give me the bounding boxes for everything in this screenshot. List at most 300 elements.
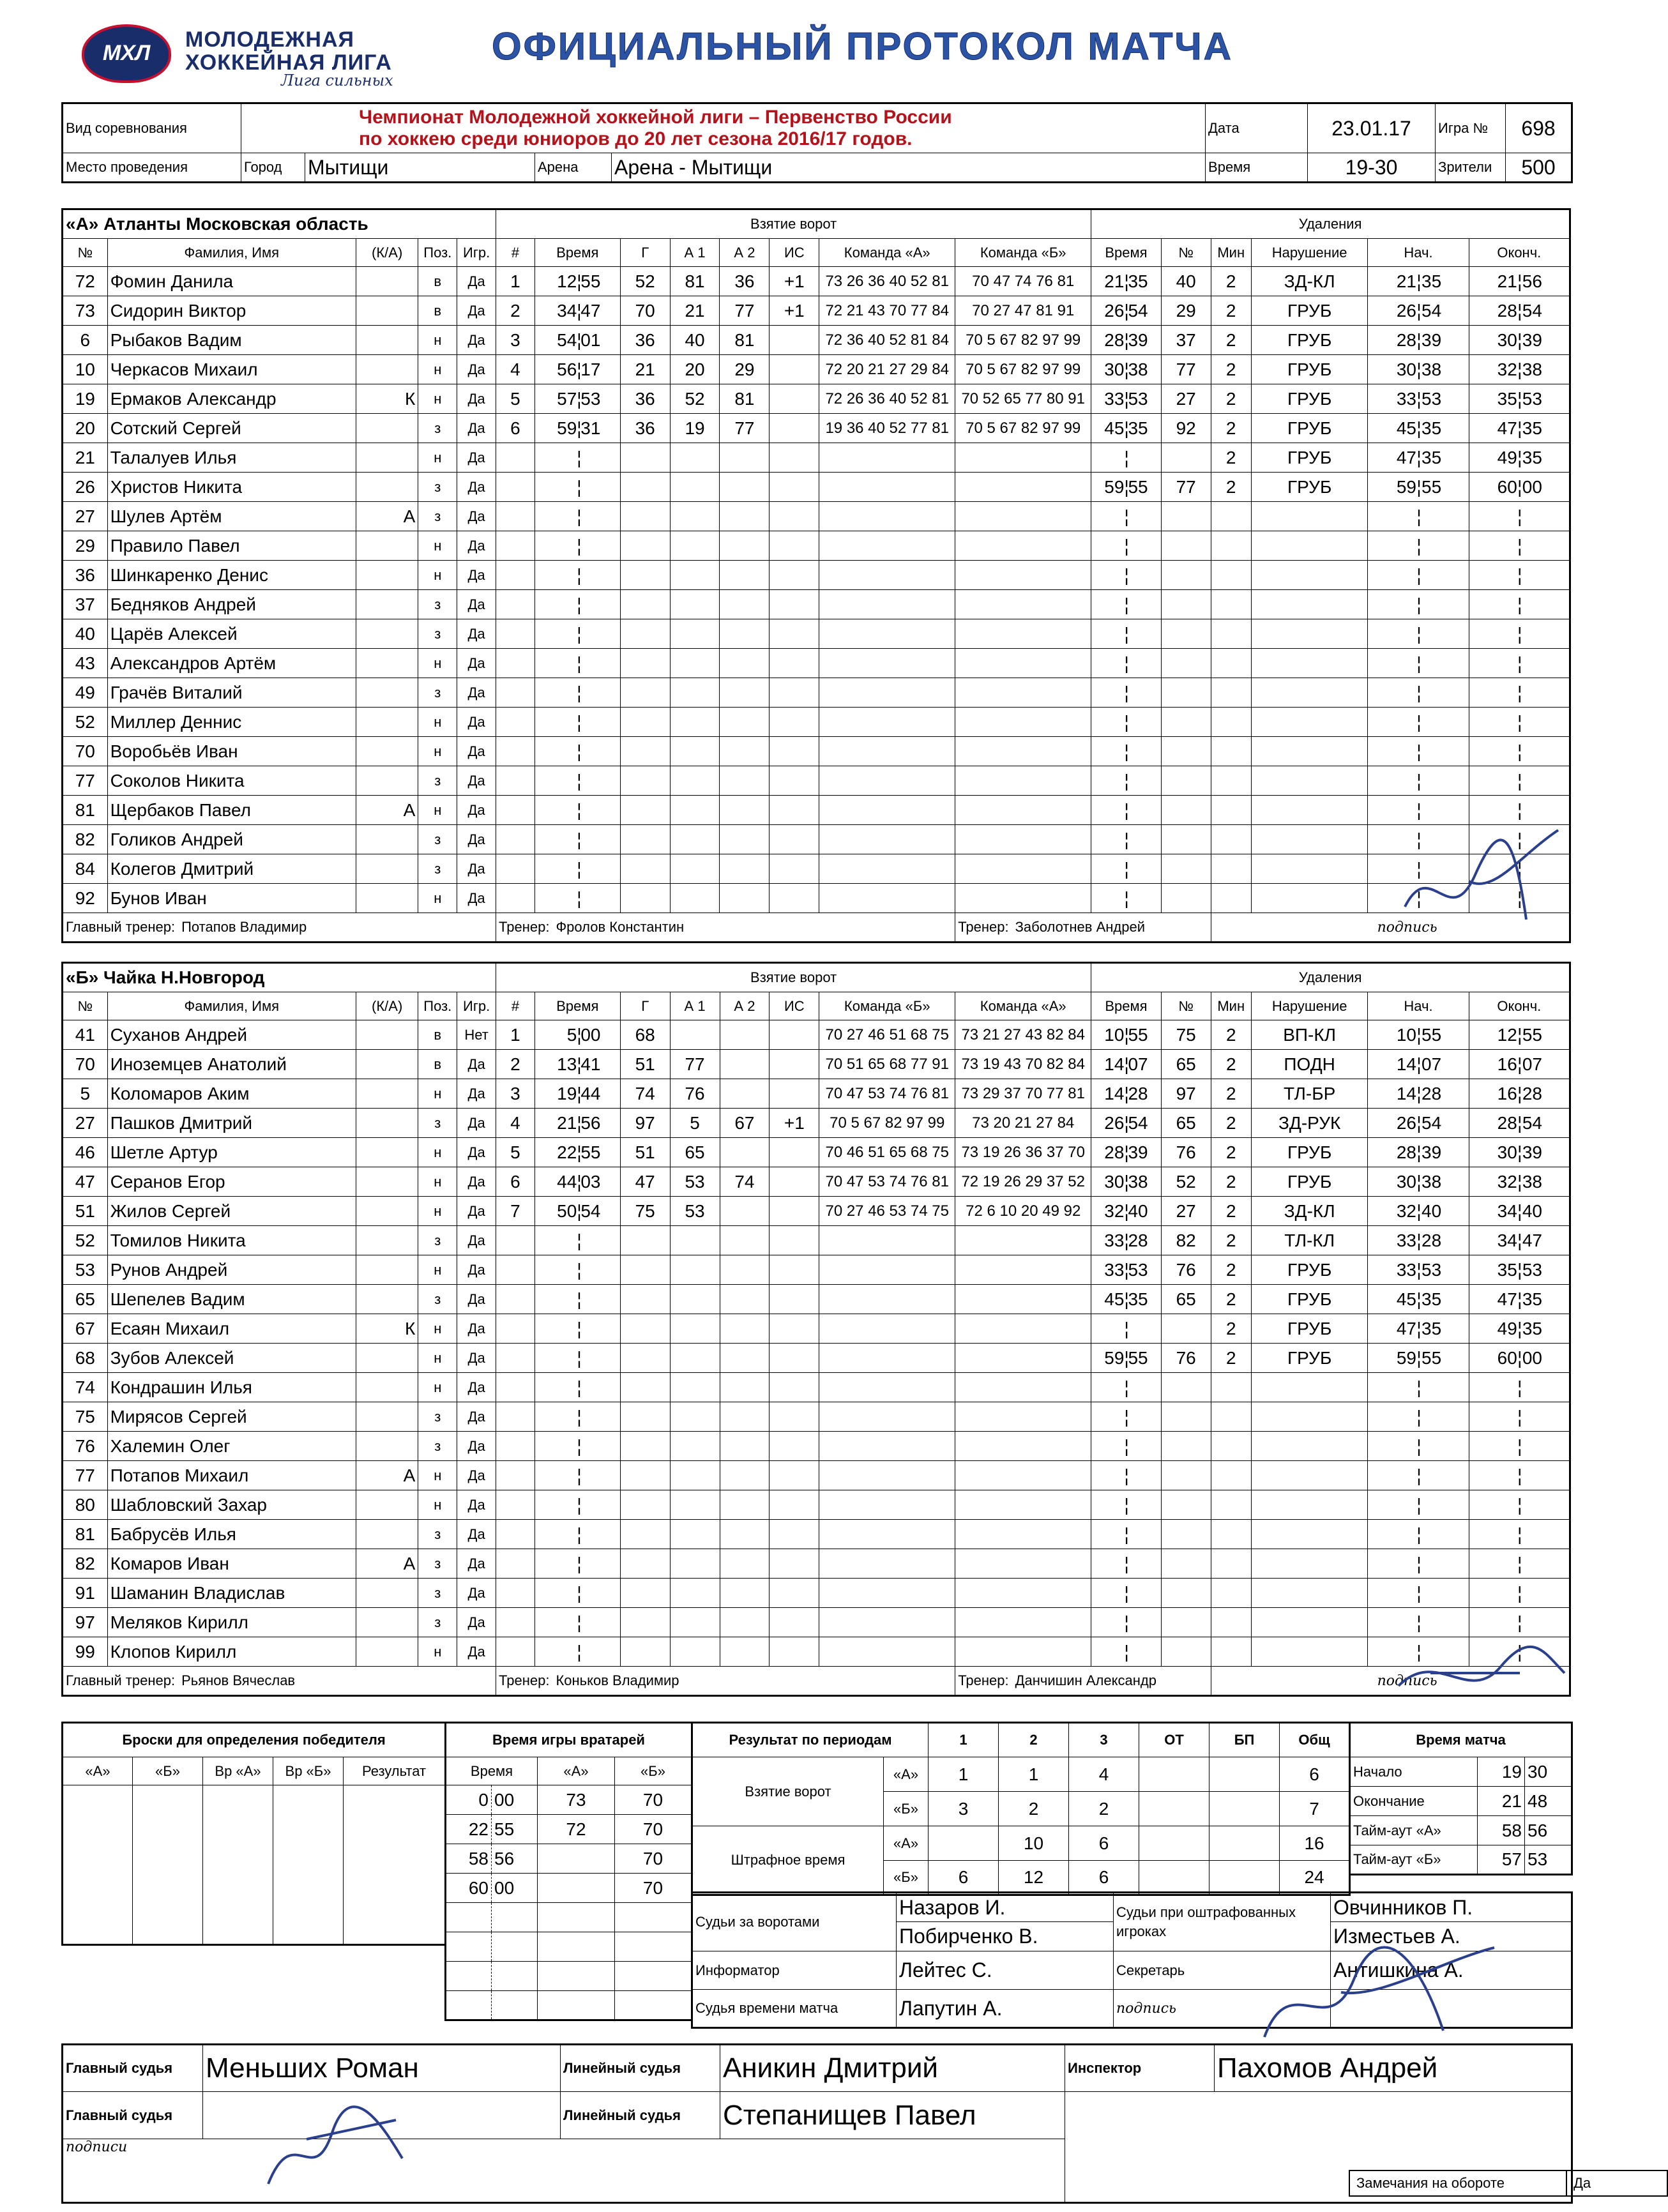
goal-number: 5 <box>496 384 535 414</box>
col-header-is: ИС <box>770 239 819 267</box>
penalty-player <box>1161 796 1211 825</box>
player-name: Есаян Михаил <box>107 1314 356 1344</box>
player-name: Жилов Сергей <box>107 1197 356 1226</box>
goal-sec: 03 <box>580 1171 601 1192</box>
goal-scorer <box>620 1490 670 1520</box>
goal-time: ¦ <box>535 1608 620 1637</box>
coach-1-name: Коньков Владимир <box>556 1672 679 1688</box>
penalty-violation: ТЛ-БР <box>1251 1079 1368 1109</box>
penalty-min: 26 <box>1104 300 1125 321</box>
penalty-sec: 35 <box>1128 271 1148 291</box>
goal-situation <box>770 825 819 854</box>
penalty-min: 30 <box>1104 359 1125 379</box>
goal-assist2 <box>720 1402 770 1432</box>
player-played: Да <box>457 708 496 737</box>
goal-assist2 <box>720 825 770 854</box>
penalty-minutes: 2 <box>1211 1197 1251 1226</box>
player-position: н <box>418 1197 457 1226</box>
player-row <box>63 884 1570 913</box>
player-row <box>63 649 1570 678</box>
goal-number <box>496 1490 535 1520</box>
penalty-player: 65 <box>1161 1109 1211 1138</box>
period-value-goalsB: 2 <box>1069 1792 1139 1826</box>
goal-assist2: 81 <box>720 326 770 355</box>
penalty-minutes: 2 <box>1211 1050 1251 1079</box>
period-col-3: ОТ <box>1139 1723 1209 1757</box>
col-header-a1: А 1 <box>670 239 720 267</box>
col-header-pno: № <box>1161 239 1211 267</box>
player-row <box>63 737 1570 766</box>
player-number: 37 <box>63 590 108 619</box>
goal-assist2 <box>720 1432 770 1461</box>
penalty-time: ¦ <box>1091 1402 1162 1432</box>
goal-on-ice-opp <box>955 825 1091 854</box>
player-row <box>63 1344 1570 1373</box>
penalty-start: ¦ <box>1368 766 1469 796</box>
period-value-pimA <box>1139 1826 1209 1861</box>
signature-scribble-d <box>255 2101 421 2203</box>
player-number: 84 <box>63 854 108 884</box>
penalty-player <box>1161 737 1211 766</box>
player-number: 68 <box>63 1344 108 1373</box>
goal-assist2 <box>720 1549 770 1579</box>
spectators-label: Зрители <box>1436 153 1506 183</box>
goal-scorer: 21 <box>620 355 670 384</box>
goal-assist2 <box>720 1461 770 1490</box>
penalty-start-sec: 39 <box>1422 330 1442 350</box>
goal-situation <box>770 737 819 766</box>
player-row <box>63 1432 1570 1461</box>
goal-number: 1 <box>496 267 535 296</box>
player-played: Да <box>457 384 496 414</box>
penalty-start: 47¦35 <box>1368 443 1469 473</box>
player-row <box>63 384 1570 414</box>
goal-assist1 <box>670 561 720 590</box>
penalty-min: 33 <box>1104 388 1125 409</box>
penalty-end: ¦ <box>1469 1549 1570 1579</box>
penalty-end: ¦ <box>1469 531 1570 561</box>
penalty-end: ¦ <box>1469 796 1570 825</box>
referee-signatures-label: подписи <box>63 2139 1065 2203</box>
goal-scorer <box>620 1579 670 1608</box>
player-position: з <box>418 1520 457 1549</box>
player-position: в <box>418 296 457 326</box>
player-name: Голиков Андрей <box>107 825 356 854</box>
goal-assist2 <box>720 473 770 502</box>
goal-time: ¦ <box>535 1226 620 1255</box>
penalty-violation <box>1251 1461 1368 1490</box>
player-row <box>63 1079 1570 1109</box>
goal-assist2 <box>720 1138 770 1167</box>
penalty-minutes: 2 <box>1211 1314 1251 1344</box>
goal-on-ice-own <box>819 1549 955 1579</box>
player-row <box>63 502 1570 531</box>
penalty-violation: ГРУБ <box>1251 1314 1368 1344</box>
penalty-start: 33¦53 <box>1368 384 1469 414</box>
goal-number <box>496 1285 535 1314</box>
goalie-time-row <box>446 1962 692 1991</box>
penalty-start-min: 45 <box>1396 418 1416 438</box>
city-value: Мытищи <box>305 153 535 183</box>
penalty-minutes: 2 <box>1211 443 1251 473</box>
goal-assist2 <box>720 619 770 649</box>
player-number: 81 <box>63 796 108 825</box>
penalty-player: 97 <box>1161 1079 1211 1109</box>
goal-number <box>496 1549 535 1579</box>
player-played: Да <box>457 1109 496 1138</box>
goal-scorer <box>620 443 670 473</box>
col-header-no: № <box>63 239 108 267</box>
goal-time: ¦ <box>535 1373 620 1402</box>
penalty-start: 30¦38 <box>1368 355 1469 384</box>
penalty-start: ¦ <box>1368 1461 1469 1490</box>
penalty-start: ¦ <box>1368 1549 1469 1579</box>
period-value-goalsB: 3 <box>929 1792 999 1826</box>
penalty-end-sec: 35 <box>1522 1289 1542 1309</box>
player-played: Да <box>457 649 496 678</box>
goal-on-ice-own <box>819 737 955 766</box>
player-position: н <box>418 708 457 737</box>
penalty-end: 35¦53 <box>1469 384 1570 414</box>
player-row <box>63 1579 1570 1608</box>
penalty-end: ¦ <box>1469 737 1570 766</box>
penalty-start: 10¦55 <box>1368 1020 1469 1050</box>
player-number: 70 <box>63 737 108 766</box>
player-number: 52 <box>63 1226 108 1255</box>
goal-on-ice-own <box>819 561 955 590</box>
goal-assist1 <box>670 1637 720 1667</box>
arena-value: Арена - Мытищи <box>612 153 1206 183</box>
period-value-pimB: 24 <box>1280 1861 1350 1895</box>
goal-time: ¦ <box>535 590 620 619</box>
penalty-end: 34¦40 <box>1469 1197 1570 1226</box>
penalty-end-sec: 07 <box>1522 1054 1542 1074</box>
penalty-start-sec: 40 <box>1422 1201 1442 1221</box>
goalie-a <box>538 1932 615 1962</box>
goalie-b <box>615 1932 692 1962</box>
goal-scorer: 36 <box>620 384 670 414</box>
goal-assist2 <box>720 884 770 913</box>
player-role <box>356 1432 418 1461</box>
goal-assist1 <box>670 678 720 708</box>
player-position: н <box>418 1167 457 1197</box>
linesman-2: Степанищев Павел <box>720 2092 1065 2139</box>
penalty-end-min: 47 <box>1497 1289 1517 1309</box>
period-col-4: БП <box>1209 1723 1280 1757</box>
penalty-sec: 35 <box>1128 1289 1148 1309</box>
player-played: Да <box>457 1432 496 1461</box>
goal-scorer <box>620 619 670 649</box>
goal-on-ice-own <box>819 1461 955 1490</box>
goal-min: 13 <box>557 1054 577 1074</box>
player-role <box>356 619 418 649</box>
goal-time: ¦ <box>535 1637 620 1667</box>
goal-situation <box>770 619 819 649</box>
player-role <box>356 443 418 473</box>
penalty-player: 29 <box>1161 296 1211 326</box>
player-name: Меляков Кирилл <box>107 1608 356 1637</box>
penalty-player <box>1161 1432 1211 1461</box>
goal-situation <box>770 443 819 473</box>
goal-on-ice-opp <box>955 1255 1091 1285</box>
period-value-goalsB <box>1209 1792 1280 1826</box>
goal-assist1 <box>670 708 720 737</box>
goal-situation <box>770 884 819 913</box>
penalty-end: 16¦07 <box>1469 1050 1570 1079</box>
goal-on-ice-own: 70 47 53 74 76 81 <box>819 1167 955 1197</box>
goal-situation <box>770 1520 819 1549</box>
inspector-name: Пахомов Андрей <box>1215 2045 1572 2092</box>
player-name: Миллер Деннис <box>107 708 356 737</box>
penalty-min: 28 <box>1104 1142 1125 1162</box>
goal-situation <box>770 1020 819 1050</box>
goal-situation <box>770 854 819 884</box>
penalty-start-sec: 54 <box>1422 1112 1442 1133</box>
penalty-start: 14¦07 <box>1368 1050 1469 1079</box>
player-row <box>63 296 1570 326</box>
penalty-time: ¦ <box>1091 884 1162 913</box>
goal-min: 50 <box>557 1201 577 1221</box>
penalty-end-sec: 00 <box>1522 476 1542 497</box>
penalty-sec: 38 <box>1128 1171 1148 1192</box>
goal-assist1 <box>670 1579 720 1608</box>
penalty-start: 28¦39 <box>1368 326 1469 355</box>
penalty-start: 30¦38 <box>1368 1167 1469 1197</box>
timekeeper-label: Судья времени матча <box>692 1990 897 2028</box>
penalty-start-min: 28 <box>1396 1142 1417 1162</box>
penalty-start: ¦ <box>1368 1490 1469 1520</box>
penalty-time: ¦ <box>1091 561 1162 590</box>
penalty-time: ¦ <box>1091 649 1162 678</box>
player-number: 82 <box>63 825 108 854</box>
penalty-end: 47¦35 <box>1469 1285 1570 1314</box>
goal-scorer <box>620 649 670 678</box>
goal-number <box>496 678 535 708</box>
goal-situation <box>770 1314 819 1344</box>
player-number: 27 <box>63 1109 108 1138</box>
col-header-viol: Нарушение <box>1251 992 1368 1020</box>
goal-min: 56 <box>557 359 577 379</box>
goal-scorer: 36 <box>620 414 670 443</box>
goal-min: 5 <box>566 1024 577 1045</box>
goal-scorer: 97 <box>620 1109 670 1138</box>
goal-min: 19 <box>557 1083 577 1103</box>
goal-scorer <box>620 473 670 502</box>
penalty-start-sec: 38 <box>1422 1171 1442 1192</box>
player-position: н <box>418 1344 457 1373</box>
penalty-minutes <box>1211 796 1251 825</box>
player-position: з <box>418 1226 457 1255</box>
penalty-end-min: 60 <box>1497 1347 1517 1368</box>
penalty-start: 28¦39 <box>1368 1138 1469 1167</box>
player-name: Серанов Егор <box>107 1167 356 1197</box>
goal-assist2 <box>720 1020 770 1050</box>
penalty-end: 28¦54 <box>1469 1109 1570 1138</box>
penalty-player <box>1161 708 1211 737</box>
penalty-minutes: 2 <box>1211 1344 1251 1373</box>
goal-situation <box>770 678 819 708</box>
player-position: н <box>418 1138 457 1167</box>
goal-number <box>496 854 535 884</box>
goal-min: 34 <box>557 300 577 321</box>
coach-2-name: Данчишин Александр <box>1015 1672 1156 1688</box>
penalty-start-sec: 55 <box>1422 1347 1442 1368</box>
goal-on-ice-own <box>819 1637 955 1667</box>
penalty-sec: 38 <box>1128 359 1148 379</box>
goalie-b: 70 <box>615 1815 692 1844</box>
penalty-end-sec: 54 <box>1522 1112 1542 1133</box>
penalty-violation <box>1251 561 1368 590</box>
goal-on-ice-opp <box>955 502 1091 531</box>
penalty-start: 45¦35 <box>1368 1285 1469 1314</box>
timeout-a-label: Тайм-аут «А» <box>1350 1816 1478 1845</box>
goal-scorer <box>620 825 670 854</box>
penalty-start-min: 32 <box>1396 1201 1417 1221</box>
col-header-played: Игр. <box>457 992 496 1020</box>
goal-on-ice-opp <box>955 1608 1091 1637</box>
penalty-player <box>1161 1637 1211 1667</box>
goal-on-ice-opp: 70 5 67 82 97 99 <box>955 355 1091 384</box>
goal-time: ¦ <box>535 1490 620 1520</box>
team-b-block <box>61 962 1571 1697</box>
goalie-min <box>446 1932 492 1962</box>
penalty-sec: 28 <box>1128 1083 1148 1103</box>
penalty-player <box>1161 1549 1211 1579</box>
penalty-end-sec: 54 <box>1522 300 1542 321</box>
penalty-time: ¦ <box>1091 1314 1162 1344</box>
goal-time: ¦ <box>535 649 620 678</box>
goal-on-ice-opp <box>955 854 1091 884</box>
penalty-player: 52 <box>1161 1167 1211 1197</box>
period-value-goalsA: 6 <box>1280 1757 1350 1792</box>
player-role <box>356 766 418 796</box>
penalty-minutes <box>1211 1373 1251 1402</box>
player-row <box>63 854 1570 884</box>
goal-situation <box>770 766 819 796</box>
shootout-result: Результат <box>344 1757 446 1785</box>
inspector-label: Инспектор <box>1065 2045 1215 2092</box>
penalty-end: 32¦38 <box>1469 1167 1570 1197</box>
player-row <box>63 619 1570 649</box>
start-m: 30 <box>1525 1757 1572 1787</box>
player-number: 29 <box>63 531 108 561</box>
player-row <box>63 678 1570 708</box>
goal-assist1 <box>670 1285 720 1314</box>
player-name: Кондрашин Илья <box>107 1373 356 1402</box>
coach-1-label: Тренер: <box>499 1672 550 1688</box>
player-row <box>63 590 1570 619</box>
player-position: н <box>418 884 457 913</box>
goal-situation <box>770 531 819 561</box>
goal-scorer: 47 <box>620 1167 670 1197</box>
goal-on-ice-own <box>819 649 955 678</box>
player-role <box>356 267 418 296</box>
player-role <box>356 1197 418 1226</box>
player-number: 5 <box>63 1079 108 1109</box>
goal-on-ice-own <box>819 796 955 825</box>
goal-on-ice-opp <box>955 1490 1091 1520</box>
penalty-start: ¦ <box>1368 708 1469 737</box>
goalie-min <box>446 1903 492 1932</box>
penalty-start: 33¦28 <box>1368 1226 1469 1255</box>
player-role <box>356 737 418 766</box>
player-position: н <box>418 443 457 473</box>
player-name: Колегов Дмитрий <box>107 854 356 884</box>
player-number: 20 <box>63 414 108 443</box>
goal-scorer <box>620 1226 670 1255</box>
penalty-minutes: 2 <box>1211 1255 1251 1285</box>
player-name: Царёв Алексей <box>107 619 356 649</box>
goal-on-ice-own: 70 5 67 82 97 99 <box>819 1109 955 1138</box>
penalty-min: 33 <box>1104 1230 1125 1250</box>
player-position: з <box>418 619 457 649</box>
goalie-time-row <box>446 1991 692 2020</box>
goal-situation <box>770 1461 819 1490</box>
goal-on-ice-opp: 73 29 37 70 77 81 <box>955 1079 1091 1109</box>
goal-number <box>496 796 535 825</box>
penalty-time: 26¦54 <box>1091 1109 1162 1138</box>
penalty-sec: 55 <box>1128 1347 1148 1368</box>
penalty-start-min: 45 <box>1396 1289 1417 1309</box>
player-row <box>63 1608 1570 1637</box>
player-position: н <box>418 796 457 825</box>
penalty-start: 26¦54 <box>1368 1109 1469 1138</box>
goal-assist2 <box>720 796 770 825</box>
penalty-player: 27 <box>1161 384 1211 414</box>
player-name: Комаров Иван <box>107 1549 356 1579</box>
penalty-start: ¦ <box>1368 1402 1469 1432</box>
goal-assist1 <box>670 1402 720 1432</box>
goal-assist1 <box>670 1344 720 1373</box>
penalty-end-sec: 35 <box>1522 1318 1542 1338</box>
player-position: н <box>418 531 457 561</box>
penalty-end: 16¦28 <box>1469 1079 1570 1109</box>
penalty-minutes: 2 <box>1211 473 1251 502</box>
logo-line2: ХОККЕЙНАЯ ЛИГА <box>185 50 392 75</box>
goal-time: 22¦55 <box>535 1138 620 1167</box>
penalty-start-min: 28 <box>1396 330 1416 350</box>
goal-assist1 <box>670 649 720 678</box>
penalty-min: 59 <box>1104 1347 1125 1368</box>
goal-assist1: 76 <box>670 1079 720 1109</box>
penalty-start-min: 21 <box>1396 271 1416 291</box>
player-row <box>63 531 1570 561</box>
penalty-end-min: 30 <box>1497 1142 1517 1162</box>
goal-assist2 <box>720 708 770 737</box>
penalty-start: 33¦53 <box>1368 1255 1469 1285</box>
shootout-a: «А» <box>63 1757 133 1785</box>
coach-1 <box>496 1667 955 1696</box>
penalty-time: 45¦35 <box>1091 414 1162 443</box>
player-name: Коломаров Аким <box>107 1079 356 1109</box>
penalty-sec: 54 <box>1128 300 1148 321</box>
penalty-start-sec: 54 <box>1422 300 1442 321</box>
player-position: н <box>418 561 457 590</box>
penalty-minutes <box>1211 502 1251 531</box>
goal-on-ice-opp <box>955 1314 1091 1344</box>
player-position: н <box>418 355 457 384</box>
goal-sec: 00 <box>580 1024 601 1045</box>
goal-assist1 <box>670 1490 720 1520</box>
penalty-minutes <box>1211 1461 1251 1490</box>
period-col-1: 2 <box>999 1723 1069 1757</box>
penalty-minutes: 2 <box>1211 267 1251 296</box>
goal-assist2 <box>720 1197 770 1226</box>
penalty-start: 26¦54 <box>1368 296 1469 326</box>
penalty-start-sec: 35 <box>1422 1318 1442 1338</box>
goal-assist2: 81 <box>720 384 770 414</box>
penalty-end: ¦ <box>1469 1402 1570 1432</box>
